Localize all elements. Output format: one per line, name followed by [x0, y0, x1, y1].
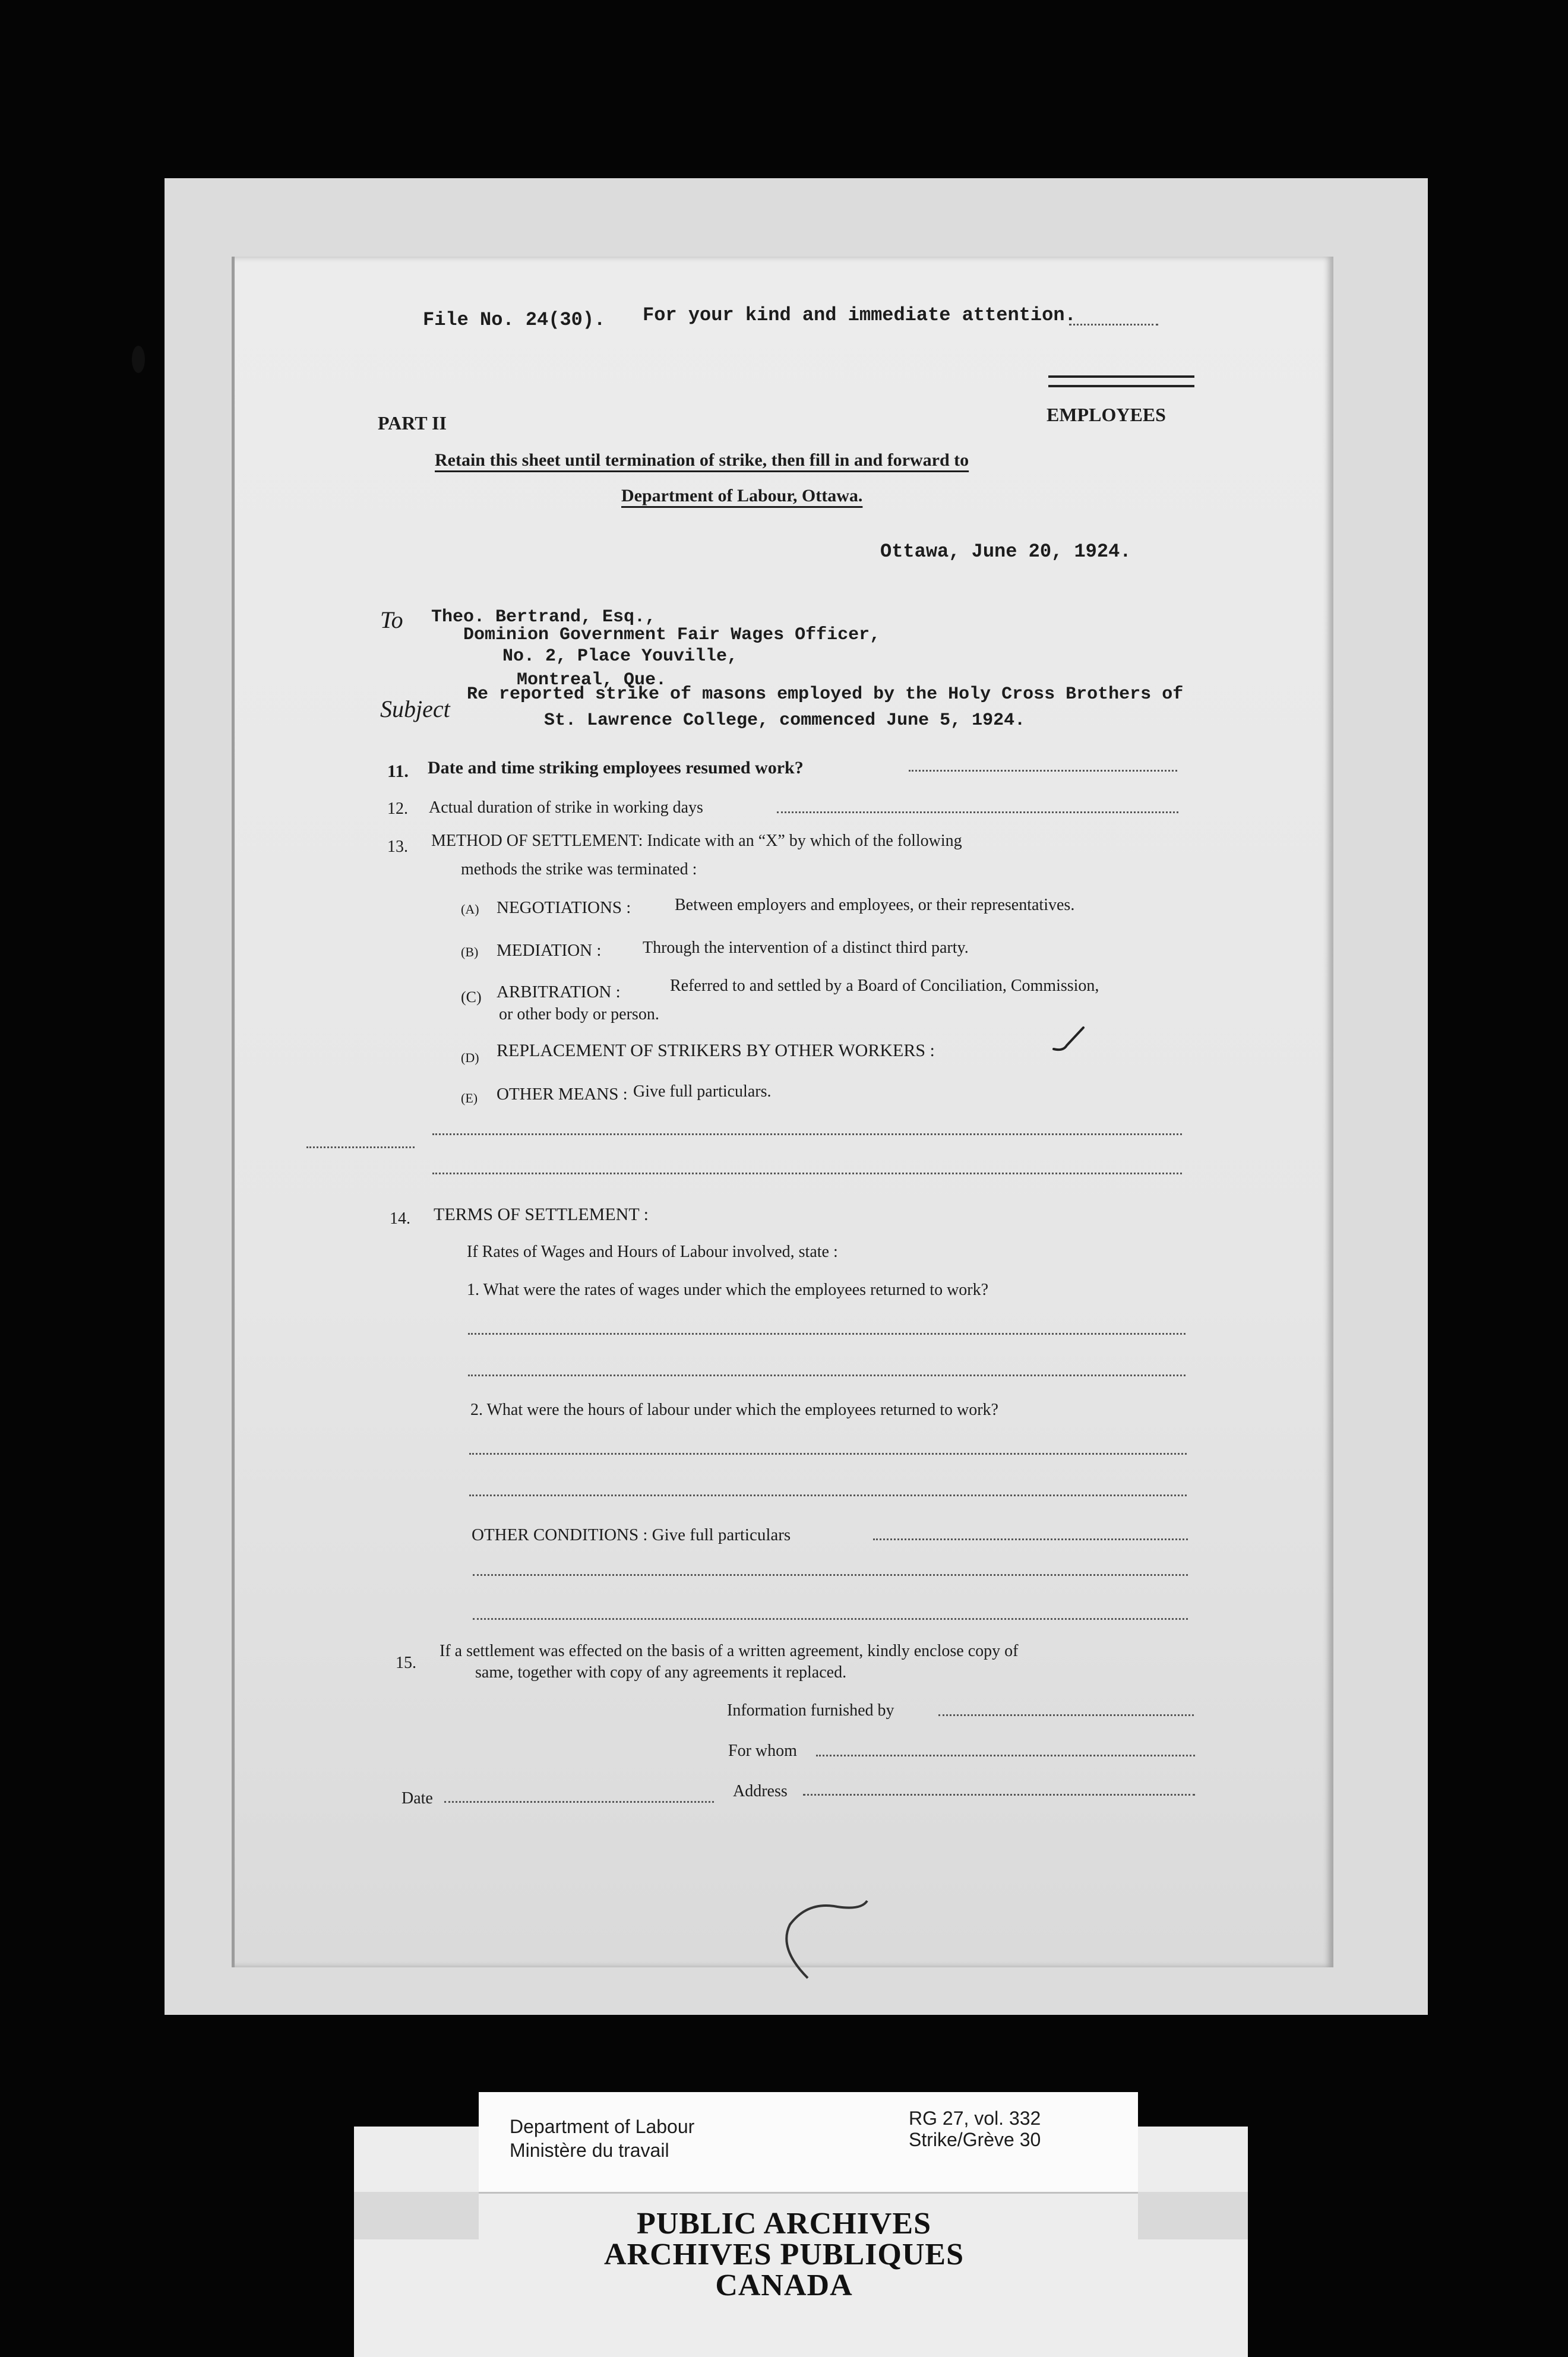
q11-text: Date and time striking employees resumed work?	[428, 758, 804, 778]
q14-question-1: 1. What were the rates of wages under which the employees returned to work?	[467, 1281, 989, 1299]
to-label: To	[380, 606, 403, 633]
to-line-4: Montreal, Que.	[517, 670, 667, 690]
info-furnished-label: Information furnished by	[727, 1701, 894, 1720]
punch-hole	[132, 346, 145, 373]
option-a-label: NEGOTIATIONS :	[497, 898, 631, 917]
q14-number: 14.	[390, 1209, 410, 1228]
double-rule-top	[1048, 375, 1194, 378]
strike-number: Strike/Grève 30	[909, 2129, 1041, 2150]
q13-text-2: methods the strike was terminated :	[461, 860, 697, 879]
q13-particulars-line-2	[432, 1173, 1182, 1174]
option-b-label: MEDIATION :	[497, 941, 602, 960]
q15-number: 15.	[396, 1654, 416, 1672]
stamp-line-3: CANADA	[715, 2268, 853, 2302]
stamp-line-1: PUBLIC ARCHIVES	[636, 2207, 932, 2241]
subject-label: Subject	[380, 696, 450, 722]
record-group-volume: RG 27, vol. 332	[909, 2108, 1041, 2129]
option-e-text: Give full particulars.	[633, 1082, 772, 1101]
other-conditions-line-0	[873, 1538, 1188, 1540]
address-label: Address	[733, 1782, 788, 1800]
letter-date: Ottawa, June 20, 1924.	[880, 541, 1131, 563]
margin-dots	[306, 1146, 415, 1148]
stamp-line-2: ARCHIVES PUBLIQUES	[603, 2238, 965, 2271]
q14-wages-line-2	[468, 1375, 1186, 1376]
option-a-letter: (A)	[461, 902, 479, 917]
option-d-letter: (D)	[461, 1050, 479, 1065]
other-conditions-line-1	[473, 1574, 1188, 1576]
date-line	[444, 1801, 714, 1803]
q12-text: Actual duration of strike in working days	[429, 798, 703, 817]
to-line-2: Dominion Government Fair Wages Officer,	[463, 625, 881, 645]
q12-number: 12.	[387, 800, 408, 818]
to-line-1: Theo. Bertrand, Esq.,	[431, 607, 656, 627]
info-furnished-line	[938, 1714, 1194, 1716]
q15-text-1: If a settlement was effected on the basis of a written agreement, kindly enclose copy of	[440, 1642, 1019, 1660]
instruction-line-1: Retain this sheet until termination of strike, then fill in and forward to	[435, 450, 969, 470]
q13-particulars-line-1	[432, 1133, 1182, 1135]
q14-intro: If Rates of Wages and Hours of Labour involved, state :	[467, 1243, 838, 1261]
option-e-letter: (E)	[461, 1091, 478, 1105]
other-conditions-line-2	[473, 1618, 1188, 1620]
address-line	[803, 1794, 1195, 1796]
date-label: Date	[402, 1789, 433, 1808]
q14-hours-line-2	[469, 1495, 1187, 1496]
option-c-text: Referred to and settled by a Board of Conciliation, Commission,	[670, 977, 1099, 995]
option-c-label: ARBITRATION :	[497, 982, 621, 1001]
subject-line-2: St. Lawrence College, commenced June 5, 1924.	[544, 710, 1026, 731]
option-c-letter: (C)	[461, 988, 482, 1006]
option-d-label: REPLACEMENT OF STRIKERS BY OTHER WORKERS :	[497, 1041, 935, 1060]
q14-title: TERMS OF SETTLEMENT :	[434, 1205, 649, 1224]
q11-answer-line	[909, 770, 1177, 772]
department-french: Ministère du travail	[510, 2140, 669, 2161]
option-c-text-2: or other body or person.	[499, 1005, 659, 1023]
q12-answer-line	[777, 811, 1178, 813]
part-label: PART II	[378, 412, 447, 434]
attention-dots	[1069, 324, 1158, 326]
other-conditions-label: OTHER CONDITIONS : Give full particulars	[472, 1525, 791, 1544]
option-a-text: Between employers and employees, or their representatives.	[675, 896, 1075, 914]
option-b-letter: (B)	[461, 944, 479, 959]
option-e-label: OTHER MEANS :	[497, 1085, 628, 1104]
department-english: Department of Labour	[510, 2116, 695, 2137]
subject-line-1: Re reported strike of masons employed by the Holy Cross Brothers of	[467, 684, 1184, 704]
double-rule-bottom	[1048, 385, 1194, 387]
check-mark-icon	[1051, 1022, 1087, 1057]
q14-question-2: 2. What were the hours of labour under which the employees returned to work?	[470, 1401, 998, 1419]
option-b-text: Through the intervention of a distinct third party.	[643, 939, 969, 957]
q15-text-2: same, together with copy of any agreements it replaced.	[475, 1663, 847, 1682]
to-line-3: No. 2, Place Youville,	[502, 646, 738, 666]
employees-label: EMPLOYEES	[1047, 404, 1166, 425]
q11-number: 11.	[387, 762, 409, 781]
stray-fibre-mark	[754, 1889, 873, 1984]
for-whom-line	[816, 1755, 1195, 1756]
instruction-line-2: Department of Labour, Ottawa.	[621, 486, 863, 505]
file-number: File No. 24(30).	[423, 309, 606, 331]
q13-number: 13.	[387, 838, 408, 856]
q14-wages-line-1	[468, 1333, 1186, 1335]
attention-note: For your kind and immediate attention.	[643, 304, 1076, 326]
q14-hours-line-1	[469, 1453, 1187, 1455]
for-whom-label: For whom	[728, 1742, 797, 1760]
archive-label-rule	[479, 2192, 1138, 2194]
q13-text-1: METHOD OF SETTLEMENT: Indicate with an “X” by which of the following	[431, 832, 962, 850]
